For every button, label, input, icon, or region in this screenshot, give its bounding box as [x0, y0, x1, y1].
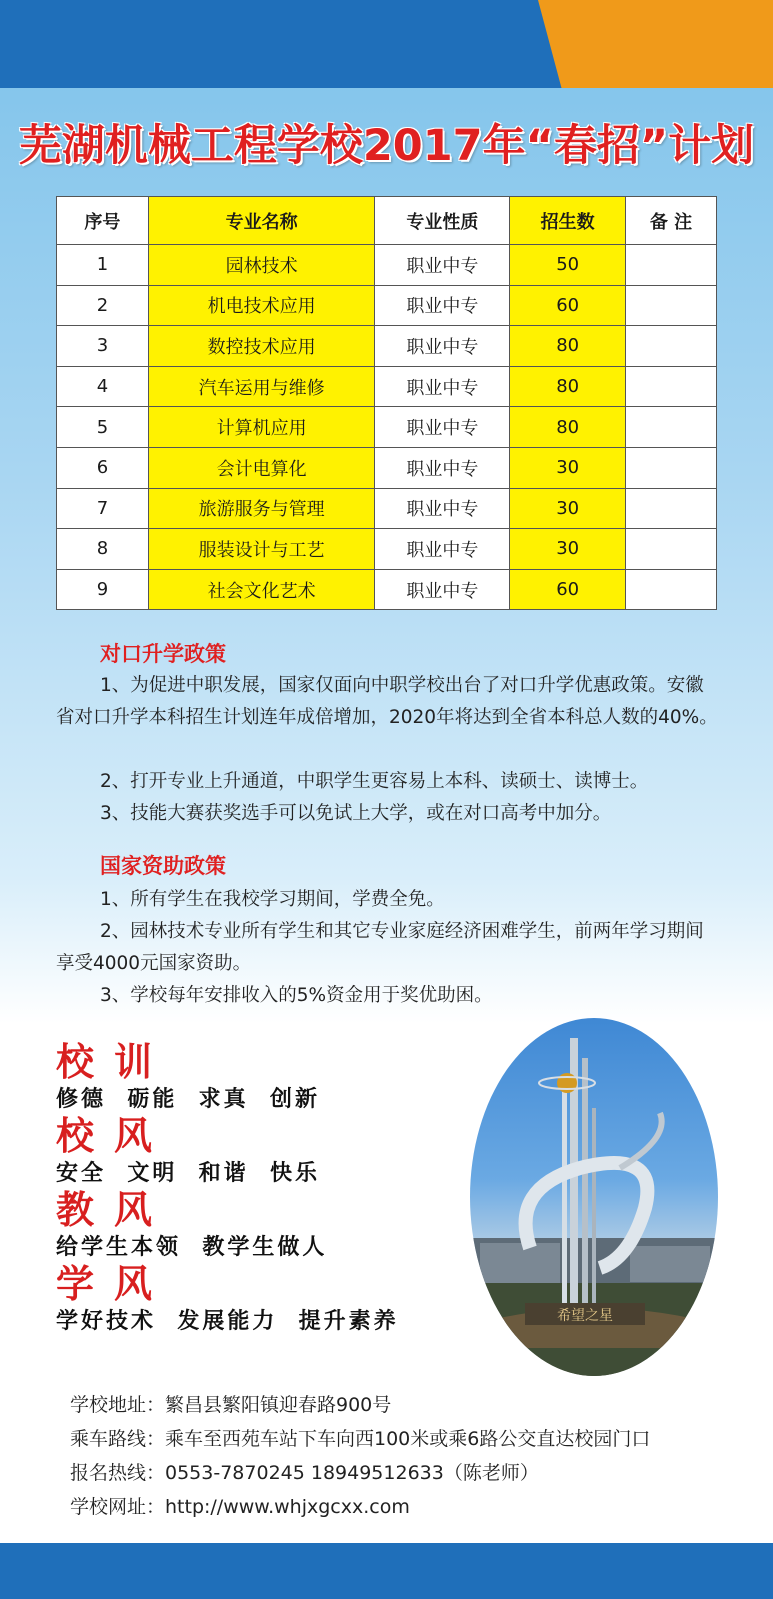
policy2-item-1: 1、所有学生在我校学习期间，学费全免。	[100, 889, 445, 910]
cell-count: 80	[510, 366, 626, 407]
motto-head-xiaofeng: 校风	[56, 1113, 173, 1158]
cell-note	[626, 245, 717, 286]
cell-count: 50	[510, 245, 626, 286]
cell-note	[626, 529, 717, 570]
cell-no: 1	[57, 245, 149, 286]
cell-type: 职业中专	[375, 285, 510, 326]
motto-text: 修德 砺能 求真 创新	[56, 1086, 320, 1112]
motto-head-xuefeng: 学风	[56, 1261, 173, 1306]
cell-note	[626, 366, 717, 407]
cell-major: 社会文化艺术	[148, 569, 375, 610]
table-row	[57, 245, 717, 286]
cell-type: 职业中专	[375, 326, 510, 367]
cell-no: 7	[57, 488, 149, 529]
cell-major: 会计电算化	[148, 447, 375, 488]
cell-no: 8	[57, 529, 149, 570]
table-row	[57, 447, 717, 488]
cell-note	[626, 447, 717, 488]
cell-no: 5	[57, 407, 149, 448]
cell-count: 80	[510, 407, 626, 448]
header-count: 招生数	[510, 197, 626, 245]
cell-type: 职业中专	[375, 488, 510, 529]
cell-note	[626, 569, 717, 610]
cell-note	[626, 326, 717, 367]
table-row	[57, 529, 717, 570]
motto-text: 给学生本领 教学生做人	[56, 1234, 328, 1260]
enrollment-table	[56, 196, 717, 610]
cell-note	[626, 407, 717, 448]
table-row	[57, 366, 717, 407]
cell-no: 3	[57, 326, 149, 367]
cell-count: 30	[510, 488, 626, 529]
top-orange-band	[538, 0, 773, 88]
table-row	[57, 569, 717, 610]
header-major: 专业名称	[148, 197, 375, 245]
address-line: 学校地址：繁昌县繁阳镇迎春路900号	[70, 1394, 392, 1416]
website-line[interactable]: 学校网址：http://www.whjxgcxx.com	[70, 1496, 410, 1518]
hotline-line: 报名热线：0553-7870245 18949512633（陈老师）	[70, 1462, 539, 1484]
header-note: 备 注	[626, 197, 717, 245]
table-row	[57, 488, 717, 529]
cell-count: 60	[510, 285, 626, 326]
motto-head-jiaofeng: 教风	[56, 1187, 173, 1232]
cell-type: 职业中专	[375, 569, 510, 610]
cell-type: 职业中专	[375, 529, 510, 570]
cell-no: 6	[57, 447, 149, 488]
cell-no: 2	[57, 285, 149, 326]
cell-note	[626, 488, 717, 529]
cell-type: 职业中专	[375, 366, 510, 407]
table-row	[57, 326, 717, 367]
motto-text: 学好技术 发展能力 提升素养	[56, 1308, 399, 1334]
policy1-item-1: 1、为促进中职发展，国家仅面向中职学校出台了对口升学优惠政策。安徽省对口升学本科招生计划连年成倍增加，2020年将达到全省本科总人数的40%。	[56, 675, 718, 728]
page-title: 芜湖机械工程学校2017年“春招”计划	[18, 121, 755, 171]
policy2-item-3: 3、学校每年安排收入的5%资金用于奖优助困。	[100, 985, 493, 1006]
table-row	[57, 285, 717, 326]
cell-note	[626, 285, 717, 326]
cell-major: 园林技术	[148, 245, 375, 286]
cell-type: 职业中专	[375, 407, 510, 448]
cell-type: 职业中专	[375, 447, 510, 488]
cell-no: 9	[57, 569, 149, 610]
cell-count: 30	[510, 529, 626, 570]
policy1-item-3: 3、技能大赛获奖选手可以免试上大学，或在对口高考中加分。	[100, 803, 612, 824]
cell-major: 旅游服务与管理	[148, 488, 375, 529]
policy1-item-2: 2、打开专业上升通道，中职学生更容易上本科、读硕士、读博士。	[100, 771, 649, 792]
sculpture-photo	[470, 1018, 718, 1376]
cell-count: 30	[510, 447, 626, 488]
route-line: 乘车路线：乘车至西苑车站下车向西100米或乘6路公交直达校园门口	[70, 1428, 651, 1450]
policy1-title: 对口升学政策	[100, 642, 226, 666]
header-no: 序号	[57, 197, 149, 245]
cell-major: 机电技术应用	[148, 285, 375, 326]
cell-major: 服装设计与工艺	[148, 529, 375, 570]
cell-major: 计算机应用	[148, 407, 375, 448]
motto-block	[56, 1040, 496, 1336]
motto-head-xunxun: 校训	[56, 1039, 173, 1084]
cell-major: 数控技术应用	[148, 326, 375, 367]
sculpture-label: 希望之星	[557, 1308, 613, 1324]
cell-no: 4	[57, 366, 149, 407]
bottom-blue-band	[0, 1543, 773, 1599]
header-type: 专业性质	[375, 197, 510, 245]
cell-type: 职业中专	[375, 245, 510, 286]
table-header-row	[57, 197, 717, 245]
cell-major: 汽车运用与维修	[148, 366, 375, 407]
policy2-item-2: 2、园林技术专业所有学生和其它专业家庭经济困难学生，前两年学习期间享受4000元国家资助。	[56, 921, 704, 974]
cell-count: 60	[510, 569, 626, 610]
cell-count: 80	[510, 326, 626, 367]
contact-info	[70, 1388, 760, 1524]
motto-text: 安全 文明 和谐 快乐	[56, 1160, 320, 1186]
policy2-title: 国家资助政策	[100, 854, 226, 878]
table-row	[57, 407, 717, 448]
